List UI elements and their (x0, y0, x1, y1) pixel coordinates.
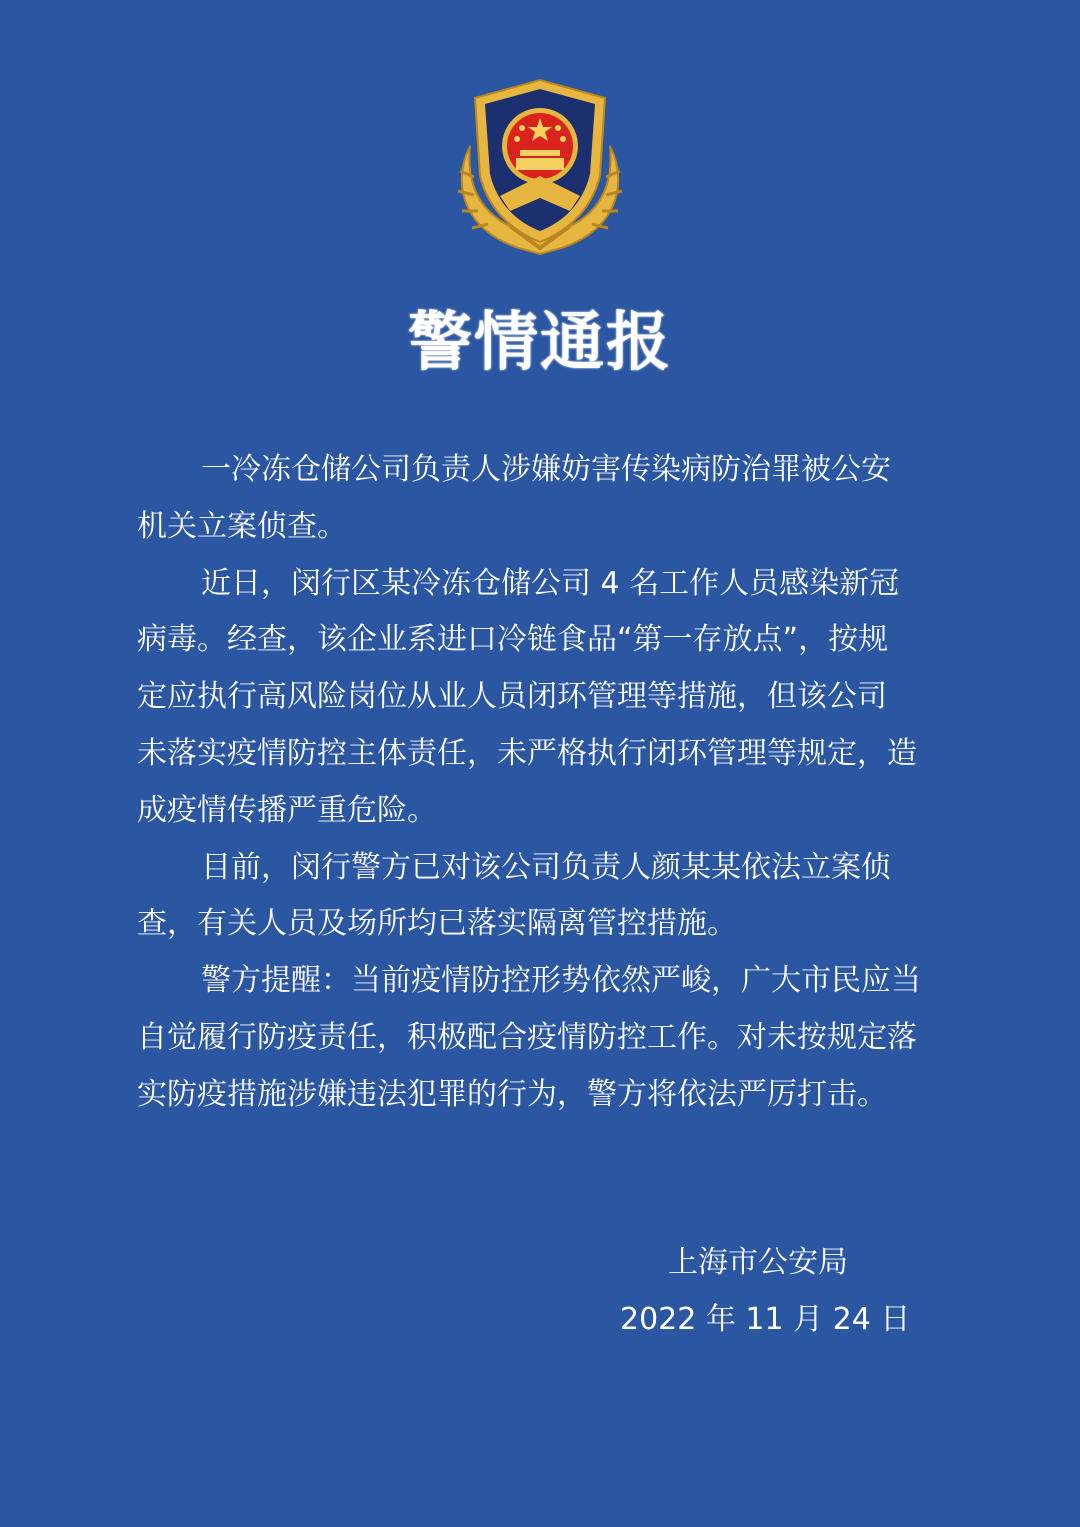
text-line: 定应执行高风险岗位从业人员闭环管理等措施，但该公司 (137, 679, 887, 715)
text-line: 警方提醒：当前疫情防控形势依然严峻，广大市民应当 (201, 963, 921, 999)
issuer-signature: 上海市公安局 (668, 1245, 848, 1280)
issue-date: 2022 年 11 月 24 日 (620, 1302, 911, 1337)
text-line: 实防疫措施涉嫌违法犯罪的行为，警方将依法严厉打击。 (137, 1076, 887, 1112)
paragraph-details (137, 556, 942, 840)
notice-body (137, 442, 942, 1124)
text-line: 近日，闵行区某冷冻仓储公司 4 名工作人员感染新冠 (201, 565, 900, 601)
text-line: 自觉履行防疫责任，积极配合疫情防控工作。对未按规定落 (137, 1019, 917, 1055)
text-line: 一冷冻仓储公司负责人涉嫌妨害传染病防治罪被公安 (201, 452, 891, 487)
paragraph-case-summary (137, 442, 942, 556)
police-emblem (440, 76, 640, 260)
text-line: 目前，闵行警方已对该公司负责人颜某某依法立案侦 (201, 849, 891, 885)
text-line: 成疫情传播严重危险。 (137, 792, 437, 828)
paragraph-current-status (137, 840, 942, 954)
text-line: 查，有关人员及场所均已落实隔离管控措施。 (137, 906, 737, 942)
paragraph-police-reminder (137, 953, 942, 1123)
page-title: 警情通报 (408, 306, 672, 380)
text-line: 机关立案侦查。 (137, 508, 347, 544)
text-line: 未落实疫情防控主体责任，未严格执行闭环管理等规定，造 (137, 735, 917, 771)
text-line: 病毒。经查，该企业系进口冷链食品“第一存放点”，按规 (137, 622, 889, 658)
